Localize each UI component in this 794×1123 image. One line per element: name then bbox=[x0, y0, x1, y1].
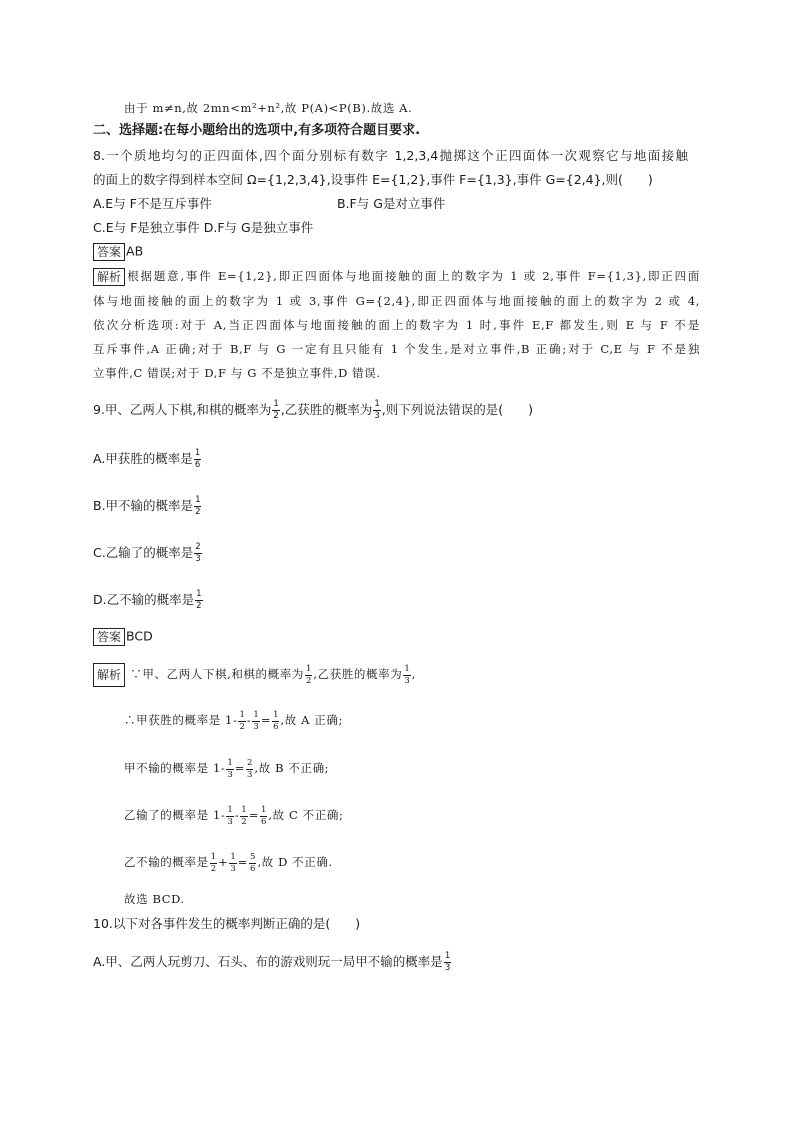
fraction-denominator: 2 bbox=[210, 863, 217, 874]
text-run: ∴甲获胜的概率是 1- bbox=[124, 713, 238, 727]
fraction-denominator: 6 bbox=[273, 721, 279, 732]
q9-analysis-line-3 bbox=[124, 756, 329, 780]
fraction-denominator: 3 bbox=[227, 769, 233, 780]
fraction-denominator: 3 bbox=[253, 721, 259, 732]
q9-answer-value: BCD bbox=[126, 628, 153, 644]
q9-analysis-line-2 bbox=[124, 708, 343, 732]
text-run: A.甲、乙两人玩剪刀、石头、布的游戏则玩一局甲不输的概率是 bbox=[93, 954, 443, 969]
text-run: ,故 B 不正确; bbox=[254, 761, 330, 775]
text-run: ,故 A 正确; bbox=[280, 713, 343, 727]
q8-answer-value: AB bbox=[126, 243, 144, 259]
text-run: = bbox=[248, 808, 259, 822]
q10-option-a bbox=[93, 950, 452, 974]
text-run: ,则下列说法错误的是( ) bbox=[381, 402, 533, 417]
fraction bbox=[272, 711, 279, 732]
fraction bbox=[249, 853, 256, 874]
q8-analysis-line-1 bbox=[93, 267, 700, 286]
q9-analysis-line-4 bbox=[124, 803, 343, 827]
text-run: D.乙不输的概率是 bbox=[93, 592, 195, 607]
fraction-numerator: 5 bbox=[250, 851, 256, 862]
fraction-numerator: 1 bbox=[444, 951, 451, 961]
fraction-denominator: 6 bbox=[194, 460, 201, 470]
fraction-numerator: 1 bbox=[196, 589, 202, 599]
fraction bbox=[226, 806, 233, 827]
q8-option-b: B.F与 G是对立事件 bbox=[337, 196, 446, 211]
fraction-denominator: 3 bbox=[230, 863, 236, 874]
fraction-denominator: 3 bbox=[195, 554, 201, 564]
q8-analysis-line-2: 体与地面接触的面上的数字为 1 或 3,事件 G={2,4},即正四面体与地面接触的面上的数字为 2 或 4, bbox=[93, 294, 700, 308]
fraction bbox=[260, 806, 267, 827]
fraction bbox=[210, 853, 217, 874]
fraction bbox=[246, 759, 253, 780]
text-run: = bbox=[237, 855, 249, 869]
fraction-denominator: 2 bbox=[196, 601, 202, 611]
fraction-denominator: 3 bbox=[404, 675, 410, 686]
fraction-denominator: 3 bbox=[227, 816, 233, 827]
text-run: , bbox=[411, 667, 417, 681]
q9-answer bbox=[93, 627, 153, 646]
fraction-denominator: 2 bbox=[273, 411, 279, 421]
fraction-denominator: 2 bbox=[195, 507, 201, 517]
fraction bbox=[229, 853, 236, 874]
fraction-numerator: 1 bbox=[227, 757, 233, 768]
fraction bbox=[194, 543, 201, 564]
analysis-label-box: 解析 bbox=[93, 268, 125, 286]
text-run: = bbox=[234, 761, 246, 775]
q8-option-a: A.E与 F不是互斥事件 bbox=[93, 196, 212, 211]
text-run: ∵甲、乙两人下棋,和棋的概率为 bbox=[130, 667, 304, 681]
text-run: ,乙获胜的概率为 bbox=[280, 402, 373, 417]
q8-option-d: D.F与 G是独立事件 bbox=[203, 220, 314, 235]
q8-stem-line-1: 8.一个质地均匀的正四面体,四个面分别标有数字 1,2,3,4抛掷这个正四面体一次观察它与地面接触 bbox=[93, 148, 688, 163]
text-run: C.乙输了的概率是 bbox=[93, 545, 194, 560]
fraction-numerator: 2 bbox=[195, 542, 201, 552]
text-run: B.甲不输的概率是 bbox=[93, 498, 194, 513]
text-run: + bbox=[218, 855, 229, 869]
q9-analysis-line-5 bbox=[124, 850, 333, 874]
fraction bbox=[195, 590, 202, 611]
answer-label-box: 答案 bbox=[93, 628, 125, 646]
text-run: ,故 C 不正确; bbox=[268, 808, 344, 822]
q8-analysis-line-4: 互斥事件,A 正确;对于 B,F 与 G 一定有且只能有 1 个发生,是对立事件,B 正确;对于 C,E 与 F 不是独 bbox=[93, 342, 700, 356]
fraction-denominator: 2 bbox=[305, 675, 312, 686]
fraction-denominator: 3 bbox=[374, 411, 380, 421]
fraction bbox=[305, 665, 312, 686]
q9-analysis-line-1 bbox=[93, 662, 416, 687]
text-run: - bbox=[246, 713, 252, 727]
fraction-numerator: 1 bbox=[241, 804, 247, 815]
fraction-denominator: 3 bbox=[444, 963, 451, 973]
fraction-numerator: 1 bbox=[374, 399, 380, 409]
fraction bbox=[226, 759, 233, 780]
fraction bbox=[373, 400, 380, 421]
fraction-numerator: 1 bbox=[227, 804, 233, 815]
q9-option-c bbox=[93, 541, 203, 565]
text-run: 乙输了的概率是 1- bbox=[124, 808, 226, 822]
fraction-denominator: 3 bbox=[247, 769, 253, 780]
fraction bbox=[194, 449, 201, 470]
q9-option-d bbox=[93, 588, 204, 612]
q8-answer bbox=[93, 242, 143, 261]
fraction-numerator: 1 bbox=[273, 399, 279, 409]
fraction-numerator: 2 bbox=[247, 757, 253, 768]
text-run: A.甲获胜的概率是 bbox=[93, 451, 193, 466]
q8-analysis-text: 根据题意,事件 E={1,2},即正四面体与地面接触的面上的数字为 1 或 2,事件 F={1,3},即正四面 bbox=[126, 269, 700, 283]
q9-option-b bbox=[93, 494, 202, 518]
text-run: ,故 D 不正确. bbox=[257, 855, 333, 869]
q9-option-a bbox=[93, 447, 202, 471]
fraction bbox=[444, 952, 451, 973]
text-run: 乙不输的概率是 bbox=[124, 855, 209, 869]
fraction bbox=[240, 806, 247, 827]
fraction-numerator: 1 bbox=[273, 709, 279, 720]
fraction bbox=[194, 496, 201, 517]
fraction bbox=[272, 400, 279, 421]
previous-solution-conclusion: 由于 m≠n,故 2mn<m²+n²,故 P(A)<P(B).故选 A. bbox=[124, 101, 413, 115]
fraction-denominator: 2 bbox=[239, 721, 245, 732]
answer-label-box: 答案 bbox=[93, 243, 125, 261]
fraction-numerator: 1 bbox=[404, 663, 410, 674]
fraction-numerator: 1 bbox=[305, 663, 312, 674]
q9-conclusion: 故选 BCD. bbox=[124, 892, 185, 906]
fraction-numerator: 1 bbox=[195, 495, 201, 505]
q10-stem: 10.以下对各事件发生的概率判断正确的是( ) bbox=[93, 916, 361, 931]
q8-analysis-line-5: 立事件,C 错误;对于 D,F 与 G 不是独立事件,D 错误. bbox=[93, 366, 381, 380]
text-run: 9.甲、乙两人下棋,和棋的概率为 bbox=[93, 402, 272, 417]
fraction-numerator: 1 bbox=[253, 709, 259, 720]
text-run: 甲不输的概率是 1- bbox=[124, 761, 226, 775]
fraction-numerator: 1 bbox=[210, 851, 217, 862]
q8-options-row-cd bbox=[93, 219, 313, 237]
text-run: ,乙获胜的概率为 bbox=[313, 667, 403, 681]
q8-analysis-line-3: 依次分析选项:对于 A,当正四面体与地面接触的面上的数字为 1 时,事件 E,F 都发生,则 E 与 F 不是 bbox=[93, 318, 700, 332]
fraction-numerator: 1 bbox=[260, 804, 267, 815]
fraction bbox=[238, 711, 245, 732]
fraction-denominator: 6 bbox=[250, 863, 256, 874]
q8-option-c: C.E与 F是独立事件 bbox=[93, 220, 200, 235]
text-run: = bbox=[260, 713, 272, 727]
fraction bbox=[403, 665, 410, 686]
fraction-numerator: 1 bbox=[239, 709, 245, 720]
q8-stem-line-2: 的面上的数字得到样本空间 Ω={1,2,3,4},设事件 E={1,2},事件 F={1,3},事件 G={2,4},则( ) bbox=[93, 172, 653, 187]
fraction-numerator: 1 bbox=[194, 448, 201, 458]
text-run: - bbox=[234, 808, 240, 822]
fraction bbox=[252, 711, 259, 732]
fraction-denominator: 6 bbox=[260, 816, 267, 827]
q9-stem bbox=[93, 398, 533, 422]
section-heading: 二、选择题:在每小题给出的选项中,有多项符合题目要求. bbox=[93, 123, 421, 138]
fraction-numerator: 1 bbox=[230, 851, 236, 862]
fraction-denominator: 2 bbox=[241, 816, 247, 827]
analysis-label-box: 解析 bbox=[93, 663, 125, 687]
